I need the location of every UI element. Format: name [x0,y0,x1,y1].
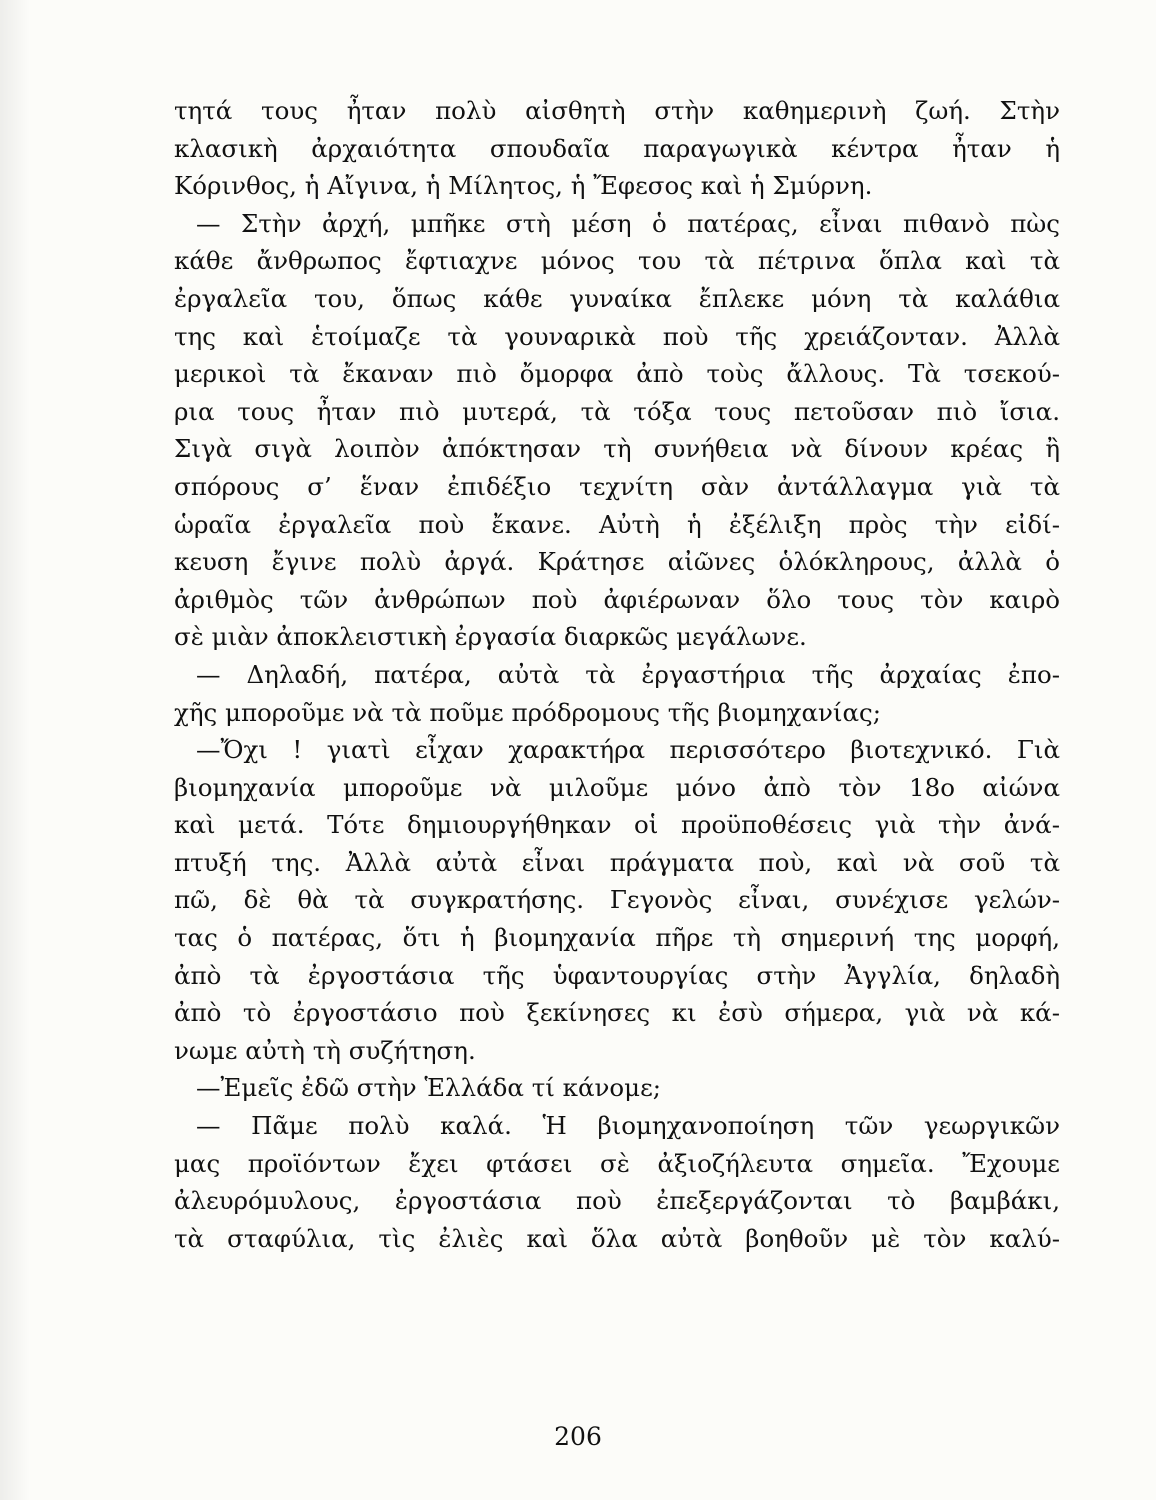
text-line: ἀλευρόμυλους, ἐργοστάσια ποὺ ἐπεξεργάζονται τὸ βαμβάκι, [174,1186,1060,1216]
text-line: — Δηλαδή, πατέρα, αὐτὰ τὰ ἐργαστήρια τῆς ἀρχαίας ἐπο- [196,659,1060,689]
text-line: τας ὁ πατέρας, ὅτι ἡ βιομηχανία πῆρε τὴ σημερινή της μορφή, [174,923,1060,953]
text-line: μερικοὶ τὰ ἔκαναν πιὸ ὄμορφα ἀπὸ τοὺς ἄλλους. Τὰ τσεκού- [174,359,1060,389]
text-line: — Στὴν ἀρχή, μπῆκε στὴ μέση ὁ πατέρας, εἶναι πιθανὸ πὼς [196,208,1060,238]
text-line: καὶ μετά. Τότε δημιουργήθηκαν οἱ προϋποθέσεις γιὰ τὴν ἀνά- [174,810,1060,840]
text-line: ρια τους ἦταν πιὸ μυτερά, τὰ τόξα τους πετοῦσαν πιὸ ἴσια. [174,396,1060,426]
text-line: σὲ μιὰν ἀποκλειστικὴ ἐργασία διαρκῶς μεγάλωνε. [174,622,807,652]
text-line: πῶ, δὲ θὰ τὰ συγκρατήσης. Γεγονὸς εἶναι, συνέχισε γελών- [174,885,1060,915]
text-line: πτυξή της. Ἀλλὰ αὐτὰ εἶναι πράγματα ποὺ, καὶ νὰ σοῦ τὰ [174,847,1060,877]
text-line: βιομηχανία μποροῦμε νὰ μιλοῦμε μόνο ἀπὸ τὸν 18ο αἰώνα [174,772,1060,802]
page-number: 206 [554,1422,602,1451]
text-line: —Ἐμεῖς ἐδῶ στὴν Ἑλλάδα τί κάνομε; [196,1073,662,1103]
text-line: Κόρινθος, ἡ Αἴγινα, ἡ Μίλητος, ἡ Ἔφεσος καὶ ἡ Σμύρνη. [174,171,873,201]
text-line: σπόρους σ’ ἕναν ἐπιδέξιο τεχνίτη σὰν ἀντάλλαγμα γιὰ τὰ [174,471,1060,501]
text-line: χῆς μποροῦμε νὰ τὰ ποῦμε πρόδρομους τῆς βιομηχανίας; [174,697,882,727]
body-text [174,92,1060,1257]
text-line: — Πᾶμε πολὺ καλά. Ἡ βιομηχανοποίηση τῶν γεωργικῶν [196,1111,1060,1141]
text-line: ἀριθμὸς τῶν ἀνθρώπων ποὺ ἀφιέρωναν ὅλο τους τὸν καιρὸ [174,584,1060,614]
text-line: ἀπὸ τὰ ἐργοστάσια τῆς ὑφαντουργίας στὴν Ἀγγλία, δηλαδὴ [174,960,1060,990]
text-line: της καὶ ἑτοίμαζε τὰ γουναρικὰ ποὺ τῆς χρειάζονταν. Ἀλλὰ [174,321,1060,351]
text-line: νωμε αὐτὴ τὴ συζήτηση. [174,1035,476,1065]
text-line: μας προϊόντων ἔχει φτάσει σὲ ἀξιοζήλευτα σημεῖα. Ἔχουμε [174,1148,1060,1178]
text-line: κευση ἔγινε πολὺ ἀργά. Κράτησε αἰῶνες ὁλόκληρους, ἀλλὰ ὁ [174,547,1060,577]
text-line: ὡραῖα ἐργαλεῖα ποὺ ἔκανε. Αὐτὴ ἡ ἐξέλιξη πρὸς τὴν εἰδί- [174,509,1060,539]
text-line: τητά τους ἦταν πολὺ αἰσθητὴ στὴν καθημερινὴ ζωή. Στὴν [174,96,1060,125]
text-line: κάθε ἄνθρωπος ἔφτιαχνε μόνος του τὰ πέτρινα ὅπλα καὶ τὰ [174,246,1060,276]
text-line: ἀπὸ τὸ ἐργοστάσιο ποὺ ξεκίνησες κι ἐσὺ σήμερα, γιὰ νὰ κά- [174,998,1060,1028]
text-line: —Ὄχι ! γιατὶ εἶχαν χαρακτήρα περισσότερο βιοτεχνικό. Γιὰ [196,735,1060,765]
text-line: Σιγὰ σιγὰ λοιπὸν ἀπόκτησαν τὴ συνήθεια νὰ δίνουν κρέας ἢ [174,434,1060,464]
text-line: κλασικὴ ἀρχαιότητα σπουδαῖα παραγωγικὰ κέντρα ἦταν ἡ [174,133,1060,163]
text-line: ἐργαλεῖα του, ὅπως κάθε γυναίκα ἔπλεκε μόνη τὰ καλάθια [174,283,1060,313]
text-line: τὰ σταφύλια, τὶς ἐλιὲς καὶ ὅλα αὐτὰ βοηθοῦν μὲ τὸν καλύ- [174,1223,1060,1253]
